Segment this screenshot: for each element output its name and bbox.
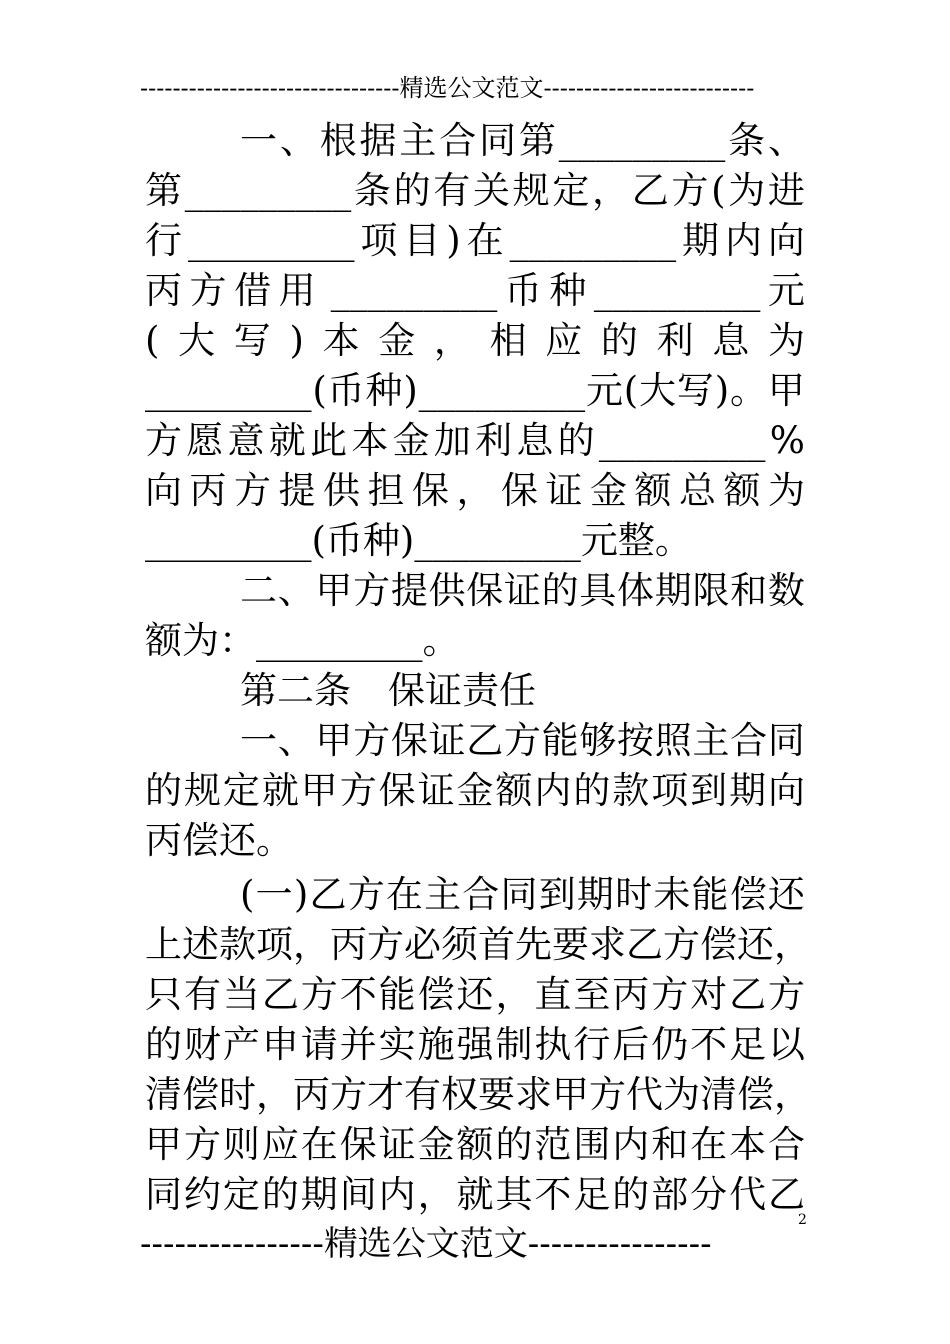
text-line: 的 财 产 申 请 并 实 施 强 制 执 行 后 仍 不 足 以: [145, 1023, 805, 1066]
text-line: 行 _________ 项 目 ) 在 _________ 期 内 向: [145, 219, 805, 262]
text-line: 第二条 保证责任: [240, 669, 536, 712]
text-line: 上 述 款 项 ， 丙 方 必 须 首 先 要 求 乙 方 偿 还 ，: [145, 923, 811, 966]
text-line: 二 、 甲 方 提 供 保 证 的 具 体 期 限 和 数: [240, 569, 805, 612]
text-line: ( 一 ) 乙 方 在 主 合 同 到 期 时 未 能 偿 还: [240, 873, 805, 916]
text-line: ( 大 写 ) 本 金 ， 相 应 的 利 息 为: [145, 319, 805, 362]
page-number: 2: [798, 1212, 807, 1228]
text-line: 只 有 当 乙 方 不 能 偿 还 ， 直 至 丙 方 对 乙 方: [145, 973, 805, 1016]
text-line: _________(币种)_________元整。: [145, 519, 692, 562]
text-line: 一 、 根 据 主 合 同 第 _________ 条 、: [240, 119, 805, 162]
text-line: 的 规 定 就 甲 方 保 证 金 额 内 的 款 项 到 期 向: [145, 769, 805, 812]
text-line: 同 约 定 的 期 间 内 ， 就 其 不 足 的 部 分 代 乙: [145, 1173, 805, 1216]
text-line: 第 _________ 条 的 有 关 规 定 ， 乙 方 ( 为 进: [145, 169, 805, 212]
page-header: --------------------------------精选公文范文--------------------------: [140, 74, 755, 102]
text-line: 丙 方 借 用 _________ 币 种 _________ 元: [145, 269, 805, 312]
text-line: 额为：_________。: [145, 619, 460, 662]
document-body: [145, 116, 811, 1220]
text-line: 一 、 甲 方 保 证 乙 方 能 够 按 照 主 合 同: [240, 719, 805, 762]
text-line: 甲 方 则 应 在 保 证 金 额 的 范 围 内 和 在 本 合: [145, 1123, 805, 1166]
text-line: 方 愿 意 就 此 本 金 加 利 息 的 _________ %: [145, 419, 805, 462]
page-footer: ----------------精选公文范文----------------: [140, 1224, 712, 1264]
text-line: 清 偿 时 ， 丙 方 才 有 权 要 求 甲 方 代 为 清 偿 ，: [145, 1073, 811, 1116]
text-line: 丙偿还。: [145, 819, 293, 862]
text-line: _________ ( 币 种 ) _________ 元 ( 大 写 ) 。 甲: [145, 369, 805, 412]
text-line: 向 丙 方 提 供 担 保 ， 保 证 金 额 总 额 为: [145, 469, 805, 512]
